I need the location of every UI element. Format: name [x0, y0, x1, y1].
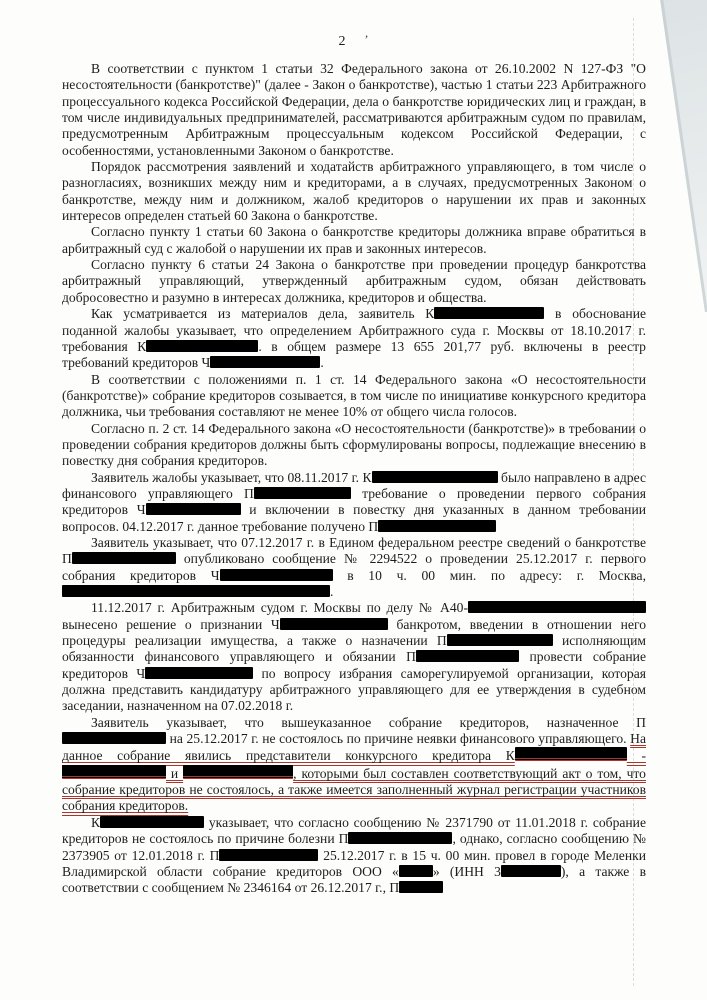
text-run: в 10 ч. 00 мин. по адресу: г. Москва,	[332, 567, 646, 583]
text-run: Согласно пункту 6 статьи 24 Закона о банкротстве при проведении процедур банкротства арбитражный управляющий, утвержденный арбитражным судом, обязан действовать добросовестно и разумно в интересах должника, кредиторов и общества.	[62, 257, 646, 305]
text-run: ), а также в соответствии с сообщением № 2346164 от 26.12.2017 г., П	[62, 863, 646, 896]
text-run: Заявитель указывает, что вышеуказанное собрание кредиторов, назначенное П	[91, 714, 646, 730]
redaction-bar	[219, 849, 318, 861]
paragraph	[62, 715, 646, 815]
redaction-bar	[399, 865, 433, 877]
text-run: Согласно п. 2 ст. 14 Федерального закона «О несостоятельности (банкротстве)» в требовании о проведении собрания кредиторов должны быть сформулированы вопросы, подлежащие внесению в повестку дня собрания кредиторов.	[62, 420, 646, 469]
text-run: .	[320, 355, 324, 371]
paragraph	[62, 421, 646, 470]
redaction-bar	[468, 601, 646, 613]
redaction-bar	[210, 356, 320, 368]
paragraph	[62, 159, 646, 224]
text-run: » (ИНН 3	[432, 863, 501, 879]
text-run: провести собрание кредиторов Ч	[62, 649, 646, 681]
redaction-bar	[501, 865, 561, 877]
text-run: требование о проведении первого собрания кредиторов Ч	[62, 485, 646, 518]
redaction-bar	[146, 340, 258, 352]
redaction-bar	[378, 520, 496, 532]
redaction-bar	[254, 487, 351, 499]
paragraph	[62, 535, 646, 600]
redaction-bar	[62, 732, 166, 744]
redaction-bar	[183, 765, 293, 779]
paragraph	[62, 600, 646, 714]
text-run: указывает, что согласно сообщению № 2371790 от 11.01.2018 г. собрание кредиторов не состоялось по причине болезни П	[62, 814, 646, 847]
paragraph	[62, 257, 646, 306]
text-run: Порядок рассмотрения заявлений и ходатайств арбитражного управляющего, в том числе о разногласиях, возникших между ним и кредиторами, а в случаях, предусмотренных Законом о банкротстве, между ним и должником, жалоб кредиторов о нарушении их прав и законных интересов определен статьей 60 Закона о банкротстве.	[62, 159, 646, 224]
text-run: . в общем размере 13 655 201,77 руб. включены в реестр требований кредиторов Ч	[62, 338, 646, 371]
redaction-bar	[399, 881, 443, 893]
text-run: исполняющим обязанности финансового управляющего и обязании П	[62, 633, 646, 665]
text-run: .	[330, 584, 334, 599]
text-run: -	[626, 748, 646, 764]
redaction-bar	[100, 816, 204, 828]
redaction-bar	[220, 569, 333, 581]
text-run: 11.12.2017 г. Арбитражным судом г. Москвы по делу № А40-	[91, 600, 468, 616]
text-run: Согласно пункту 1 статьи 60 Закона о банкротстве кредиторы должника вправе обратиться в арбитражный суд с жалобой о нарушении их прав и законных интересов.	[62, 224, 646, 256]
paragraph	[62, 470, 646, 535]
page-number: 2	[338, 34, 347, 49]
redaction-bar	[372, 471, 498, 483]
text-run: На данное собрание явились представители конкурсного кредитора К	[62, 731, 646, 764]
paragraph	[62, 61, 646, 159]
text-run: , которыми был составлен соответствующий акт о том, что собрание кредиторов не состоялось, а также имеется заполненный журнал регистрации участников собрания кредиторов.	[62, 765, 646, 814]
text-run: В соответствии с пунктом 1 статьи 32 Федерального закона от 26.10.2002 N 127-ФЗ "О несостоятельности (банкротстве)" (далее - Закон о банкротстве), частью 1 статьи 223 Арбитражного процессуального кодекса Российской Федерации, дела о банкротстве юридических лиц и граждан, в том числе индивидуальных предпринимателей, рассматриваются арбитражным судом по правилам, предусмотренным Арбитражным процессуальным кодексом Российской Федерации, с особенностями, установленными Законом о банкротстве.	[62, 61, 646, 158]
text-run: в обоснование поданной жалобы указывает, что определением Арбитражного суда г. Москвы от 18.10.2017 г. требования К	[62, 306, 646, 354]
stray-scan-mark: ’	[364, 32, 370, 46]
text-run: на 25.12.2017 г. не состоялось по причине неявки финансового управляющего.	[166, 731, 631, 747]
page-number-row	[62, 34, 646, 50]
redaction-bar	[145, 667, 253, 679]
text-run: , однако, согласно сообщению № 2373905 от 12.01.2018 г. П	[62, 831, 647, 863]
text-run: опубликовано сообщение № 2294522 о проведении 25.12.2017 г. первого собрания кредиторов Ч	[62, 551, 646, 583]
redaction-bar	[447, 634, 553, 646]
text-run: 25.12.2017 г. в 15 ч. 00 мин. провел в городе Меленки Владимирской области собрание кредиторов ООО «	[62, 847, 646, 879]
paragraph	[62, 306, 646, 371]
redaction-bar	[62, 585, 330, 597]
paragraph	[62, 224, 646, 257]
text-run: было направлено в адрес финансового управляющего П	[62, 469, 646, 501]
text-run: Как усматривается из материалов дела, заявитель К	[91, 306, 435, 322]
redaction-bar	[62, 765, 166, 779]
document-body	[62, 61, 646, 897]
redaction-bar	[515, 747, 627, 761]
redaction-bar	[348, 832, 452, 844]
text-run: Заявитель указывает, что 07.12.2017 г. в Едином федеральном реестре сведений о банкротстве П	[62, 534, 646, 567]
redaction-bar	[146, 503, 241, 515]
text-run: по вопросу избрания саморегулируемой организации, которая должна представить кандидатуру арбитражного управляющего для ее утверждения в судебном заседании, назначенном на 07.02.2018 г.	[62, 665, 646, 714]
redaction-bar	[72, 552, 176, 564]
paragraph	[62, 815, 646, 897]
redaction-bar	[434, 307, 544, 319]
text-run: и	[166, 765, 184, 781]
text-run: вынесено решение о признании Ч	[62, 616, 280, 632]
text-run: и включении в повестку дня указанных в данном требовании вопросов. 04.12.2017 г. данное требование получено П	[62, 502, 646, 534]
text-run: банкротом, введении в отношении него процедуры реализации имущества, а также о назначении П	[62, 616, 646, 649]
redaction-bar	[416, 650, 519, 662]
redaction-bar	[280, 618, 388, 630]
text-run: В соответствии с положениями п. 1 ст. 14 Федерального закона «О несостоятельности (банкротстве)» собрание кредиторов созывается, в том числе по инициативе конкурсного кредитора должника, чьи требования составляют не менее 10% от общего числа голосов.	[62, 371, 646, 420]
text-run: Заявитель жалобы указывает, что 08.11.2017 г. К	[91, 469, 372, 485]
text-run: К	[91, 814, 101, 830]
paragraph	[62, 372, 646, 421]
